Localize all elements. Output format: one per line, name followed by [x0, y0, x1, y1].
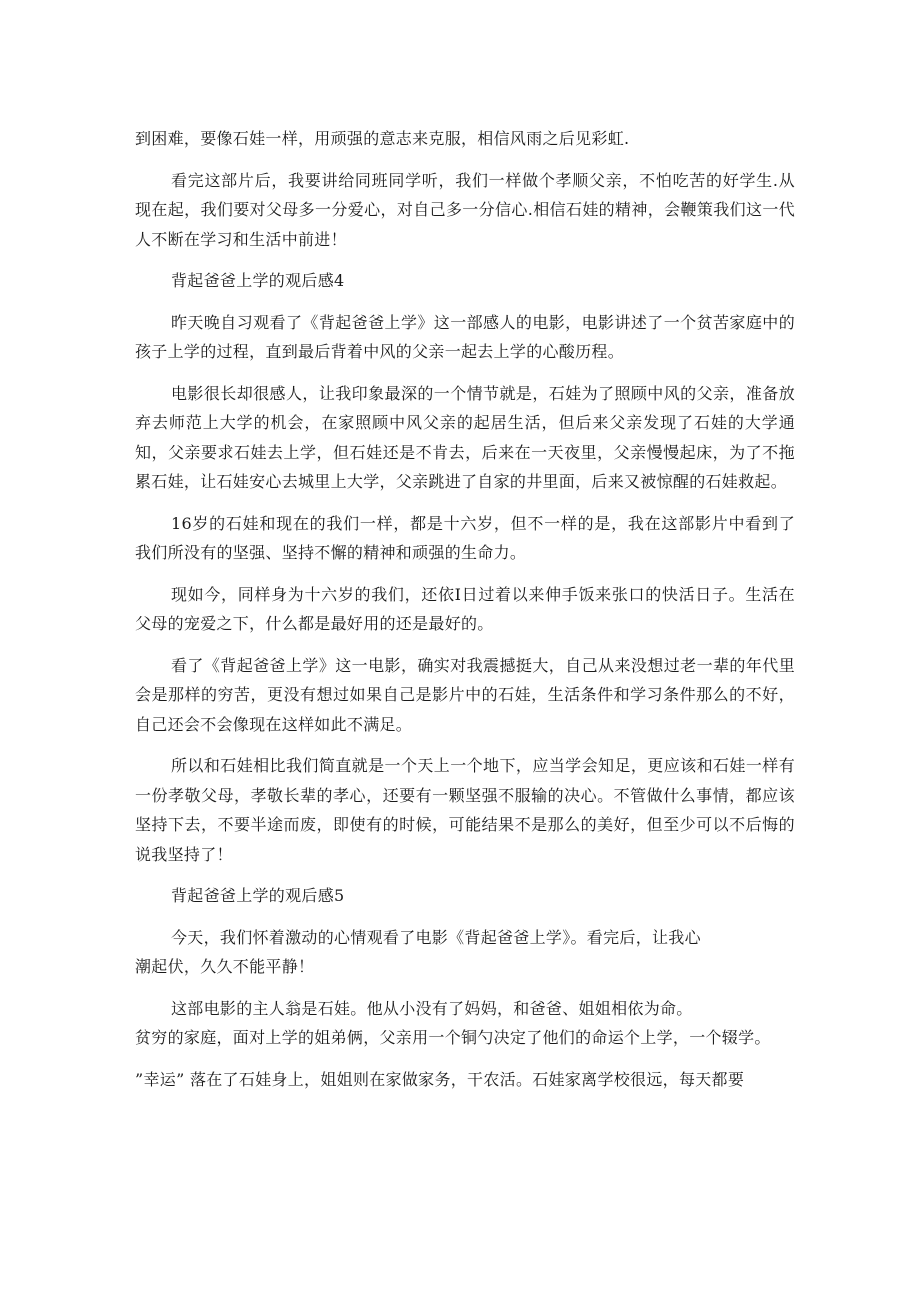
document-body: [135, 124, 795, 1094]
paragraph: 现如今，同样身为十六岁的我们，还依I日过着以来伸手饭来张口的快活日子。生活在父母的宠爱之下，什么都是最好用的还是最好的。: [135, 584, 795, 633]
paragraph: 这部电影的主人翁是石娃。他从小没有了妈妈，和爸爸、姐姐相依为命。: [171, 998, 693, 1018]
paragraph: 看了《背起爸爸上学》这一电影，确实对我震撼挺大，自己从来没想过老一辈的年代里会是那样的穷苦，更没有想过如果自己是影片中的石娃，生活条件和学习条件那么的不好，自己还会不会像现在这样如此不满足。: [135, 655, 795, 734]
section-heading: 背起爸爸上学的观后感4: [171, 271, 345, 290]
paragraph: 16岁的石娃和现在的我们一样，都是十六岁，但不一样的是，我在这部影片中看到了我们所没有的坚强、坚持不懈的精神和顽强的生命力。: [135, 513, 795, 562]
paragraph: 电影很长却很感人，让我印象最深的一个情节就是，石娃为了照顾中风的父亲，准备放弃去师范上大学的机会，在家照顾中风父亲的起居生活，但后来父亲发现了石娃的大学通知，父亲要求石娃去上学，但石娃还是不肯去，后来在一天夜里，父亲慢慢起床，为了不拖累石娃，让石娃安心去城里上大学，父亲跳进了自家的井里面，后来又被惊醒的石娃救起。: [135, 383, 795, 491]
paragraph-continuation: 潮起伏，久久不能平静！: [135, 957, 315, 976]
paragraph: 所以和石娃相比我们简直就是一个天上一个地下，应当学会知足，更应该和石娃一样有一份孝敬父母，孝敬长辈的孝心，还要有一颗坚强不服输的决心。不管做什么事情，都应该坚持下去，不要半途而废，即使有的时候，可能结果不是那么的美好，但至少可以不后悔的说我坚持了！: [135, 756, 795, 864]
paragraph: 贫穷的家庭，面对上学的姐弟俩，父亲用一个铜勺决定了他们的命运个上学，一个辍学。: [135, 1028, 771, 1047]
paragraph: ”幸运” 落在了石娃身上，姐姐则在家做家务，干农活。石娃家离学校很远，每天都要: [135, 1069, 745, 1089]
paragraph: 看完这部片后，我要讲给同班同学听，我们一样做个孝顺父亲，不怕吃苦的好学生.从现在起，我们要对父母多一分爱心，对自己多一分信心.相信石娃的精神，会鞭策我们这一代人不断在学习和生活中前进！: [135, 170, 795, 249]
paragraph: 昨天晚自习观看了《背起爸爸上学》这一部感人的电影，电影讲述了一个贫苦家庭中的孩子上学的过程，直到最后背着中风的父亲一起去上学的心酸历程。: [135, 312, 795, 361]
paragraph: 今天，我们怀着激动的心情观看了电影《背起爸爸上学》。看完后，让我心: [171, 927, 701, 947]
section-heading: 背起爸爸上学的观后感5: [171, 886, 345, 905]
paragraph: 到困难，要像石娃一样，用顽强的意志来克服，相信风雨之后见彩虹.: [135, 129, 630, 148]
